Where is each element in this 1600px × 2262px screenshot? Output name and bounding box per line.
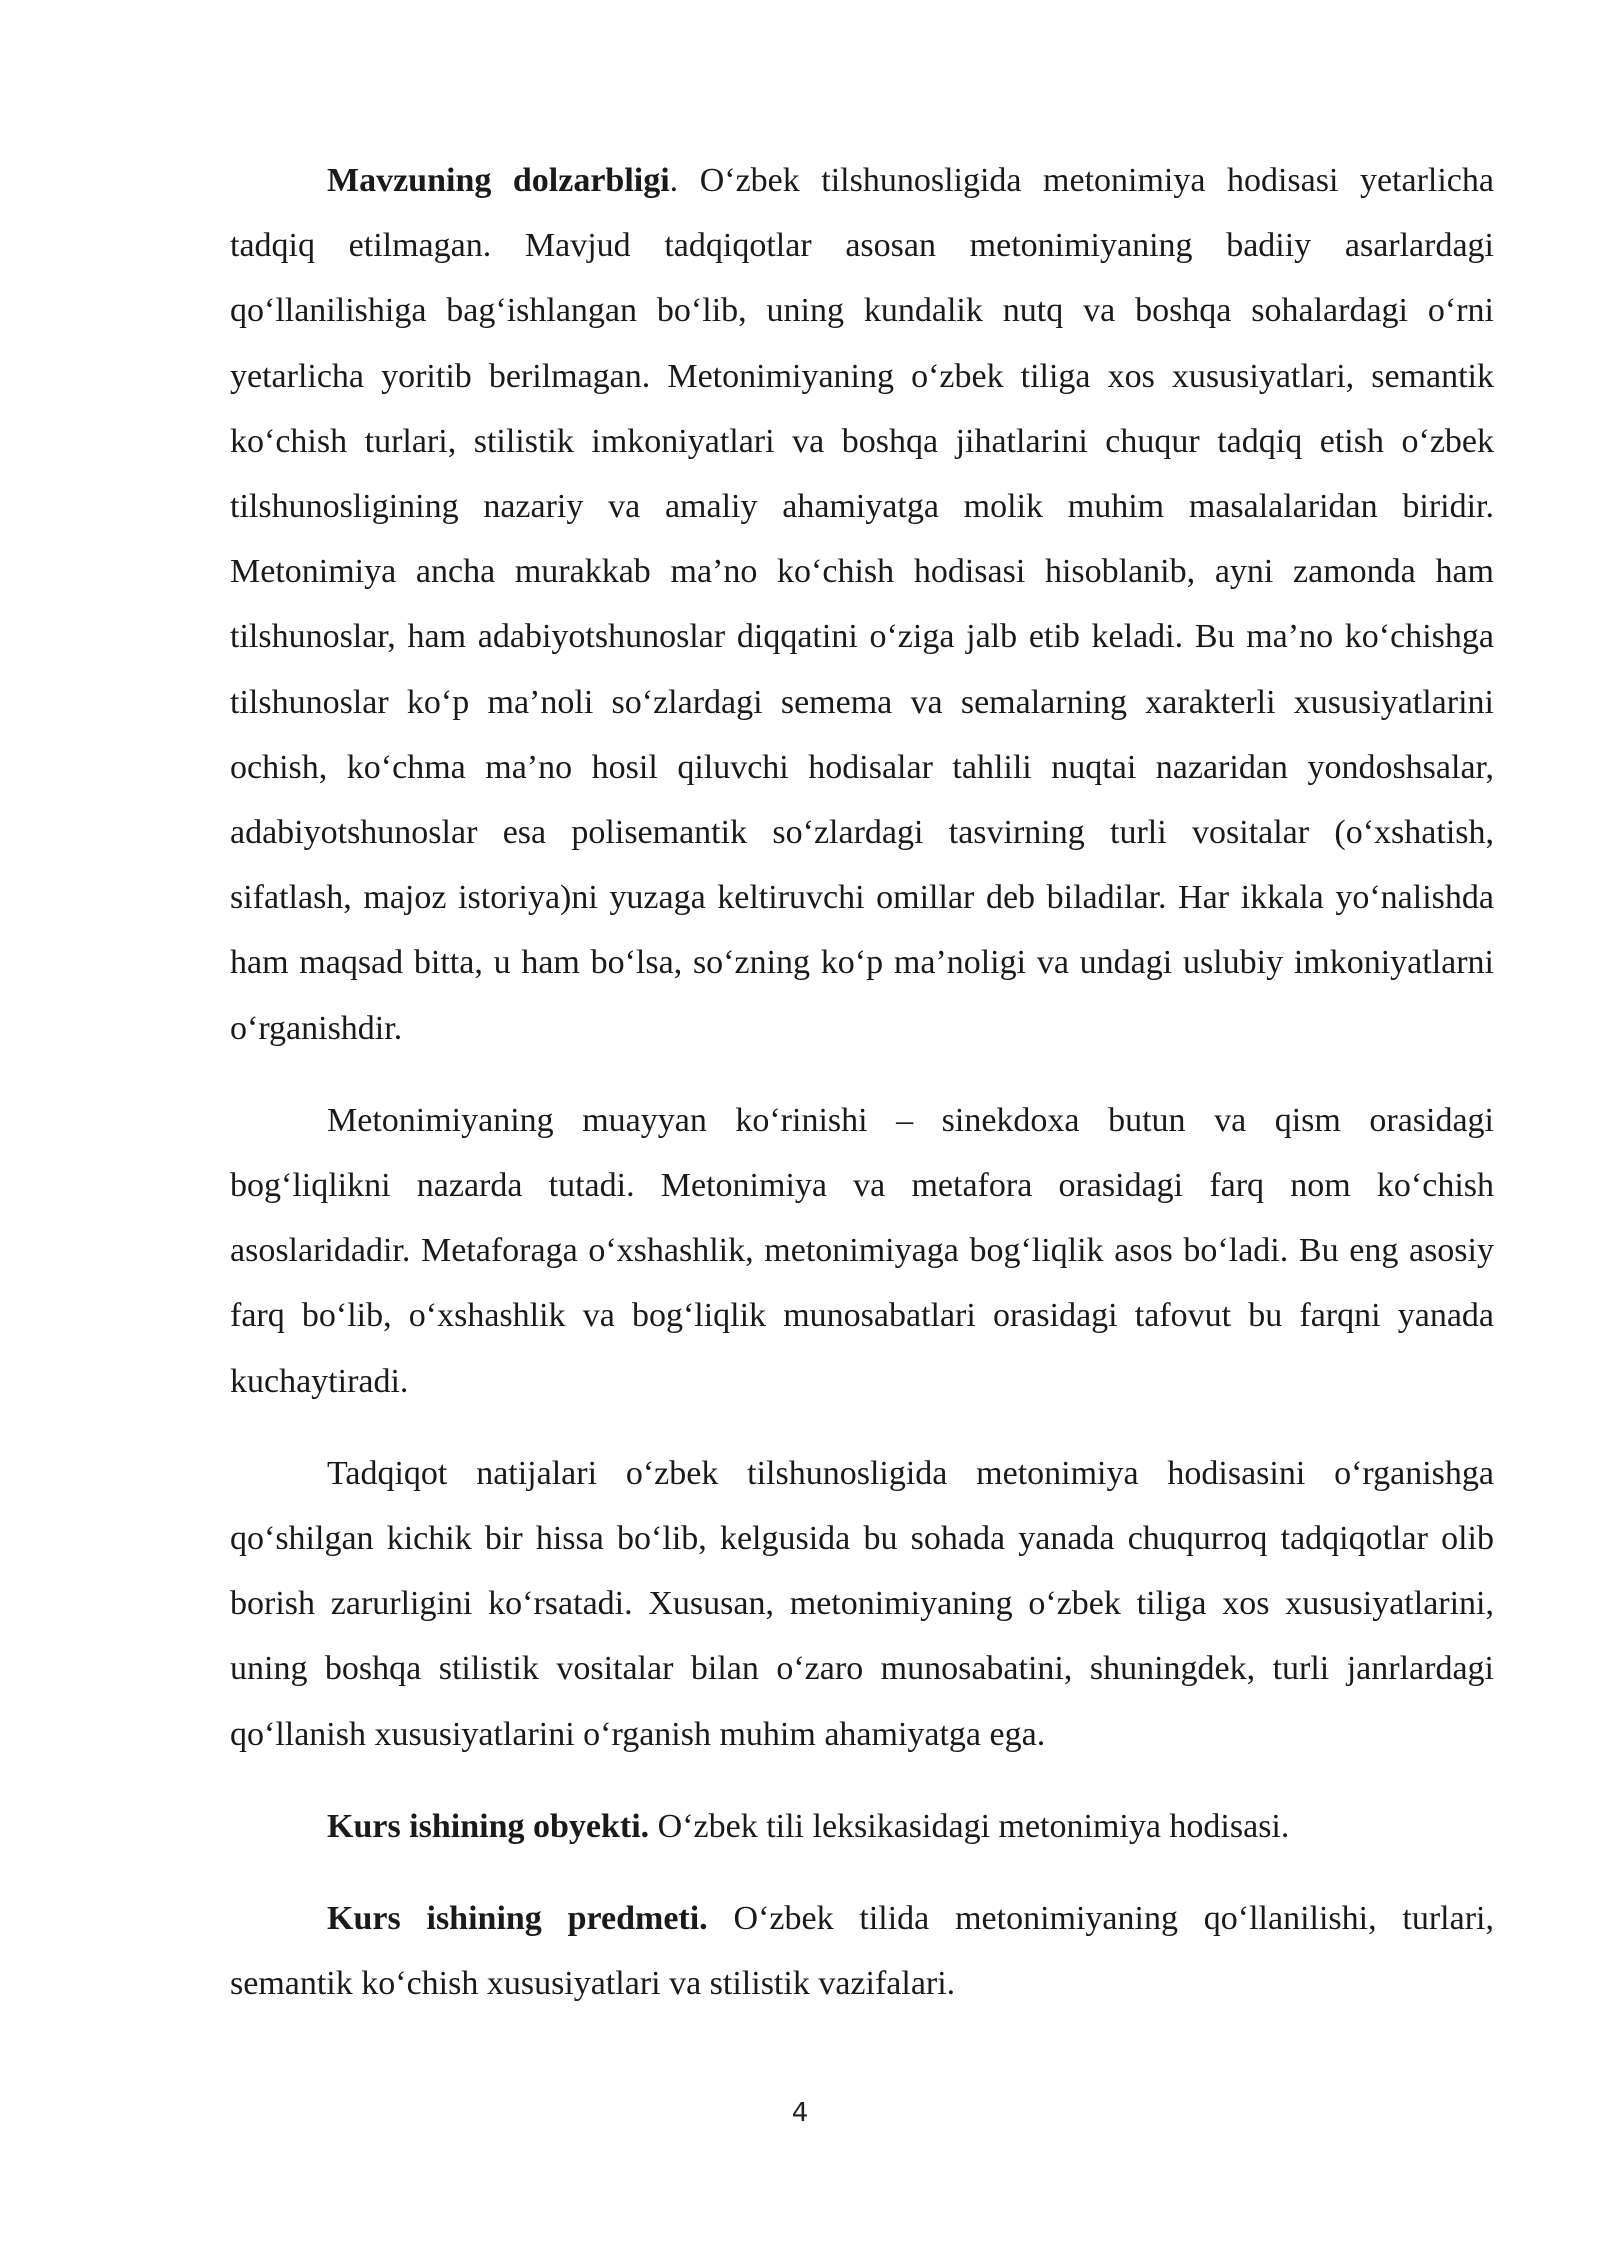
paragraph-text: O‘zbek tili leksikasidagi metonimiya hodisasi. — [649, 1807, 1290, 1845]
paragraph-results — [230, 1441, 1494, 1767]
paragraph-text: O‘zbek tilida metonimiyaning qo‘llanilishi, turlari, semantik ko‘chish xususiyatlari va stilistik vazifalari. — [230, 1900, 1494, 2003]
document-body — [230, 148, 1494, 2016]
paragraph-heading: Mavzuning dolzarbligi — [327, 162, 670, 199]
paragraph-heading: Kurs ishining obyekti. — [327, 1807, 650, 1845]
paragraph-synecdoche — [230, 1088, 1494, 1414]
paragraph-subject — [230, 1886, 1494, 2016]
paragraph-relevance — [230, 148, 1494, 1061]
page-number: 4 — [791, 2098, 809, 2128]
paragraph-text: . O‘zbek tilshunosligida metonimiya hodisasi yetarlicha tadqiq etilmagan. Mavjud tadqiqotlar asosan metonimiyaning badiiy asarlardagi qo‘llanilishiga bag‘ishlangan bo‘lib, uning kundalik nutq va boshqa sohalardagi o‘rni yetarlicha yoritib berilmagan. Metonimiyaning o‘zbek tiliga xos xususiyatlari, semantik ko‘chish turlari, stilistik imkoniyatlari va boshqa jihatlarini chuqur tadqiq etish o‘zbek tilshunosligining nazariy va amaliy ahamiyatga molik muhim masalalaridan biridir. Metonimiya ancha murakkab ma’no ko‘chish hodisasi hisoblanib, ayni zamonda ham tilshunoslar, ham adabiyotshunoslar diqqatini o‘ziga jalb etib keladi. Bu ma’no ko‘chishga tilshunoslar ko‘p ma’noli so‘zlardagi semema va semalarning xarakterli xususiyatlarini ochish, ko‘chma ma’no hosil qiluvchi hodisalar tahlili nuqtai nazaridan yondoshsalar, adabiyotshunoslar esa polisemantik so‘zlardagi tasvirning turli vositalar (o‘xshatish, sifatlash, majoz istoriya)ni yuzaga keltiruvchi omillar deb biladilar. Har ikkala yo‘nalishda ham maqsad bitta, u ham bo‘lsa, so‘zning ko‘p ma’noligi va undagi uslubiy imkoniyatlarni o‘rganishdir. — [230, 162, 1494, 1047]
paragraph-object — [230, 1794, 1494, 1859]
paragraph-heading: Kurs ishining predmeti. — [327, 1900, 708, 1938]
paragraph-text: Metonimiyaning muayyan ko‘rinishi – sinekdoxa butun va qism orasidagi bog‘liqlikni nazarda tutadi. Metonimiya va metafora orasidagi farq nom ko‘chish asoslaridadir. Metaforaga o‘xshashlik, metonimiyaga bog‘liqlik asos bo‘ladi. Bu eng asosiy farq bo‘lib, o‘xshashlik va bog‘liqlik munosabatlari orasidagi tafovut bu farqni yanada kuchaytiradi. — [230, 1101, 1494, 1400]
paragraph-text: Tadqiqot natijalari o‘zbek tilshunosligida metonimiya hodisasini o‘rganishga qo‘shilgan kichik bir hissa bo‘lib, kelgusida bu sohada yanada chuqurroq tadqiqotlar olib borish zarurligini ko‘rsatadi. Xususan, metonimiyaning o‘zbek tiliga xos xususiyatlarini, uning boshqa stilistik vositalar bilan o‘zaro munosabatini, shuningdek, turli janrlardagi qo‘llanish xususiyatlarini o‘rganish muhim ahamiyatga ega. — [230, 1454, 1494, 1753]
